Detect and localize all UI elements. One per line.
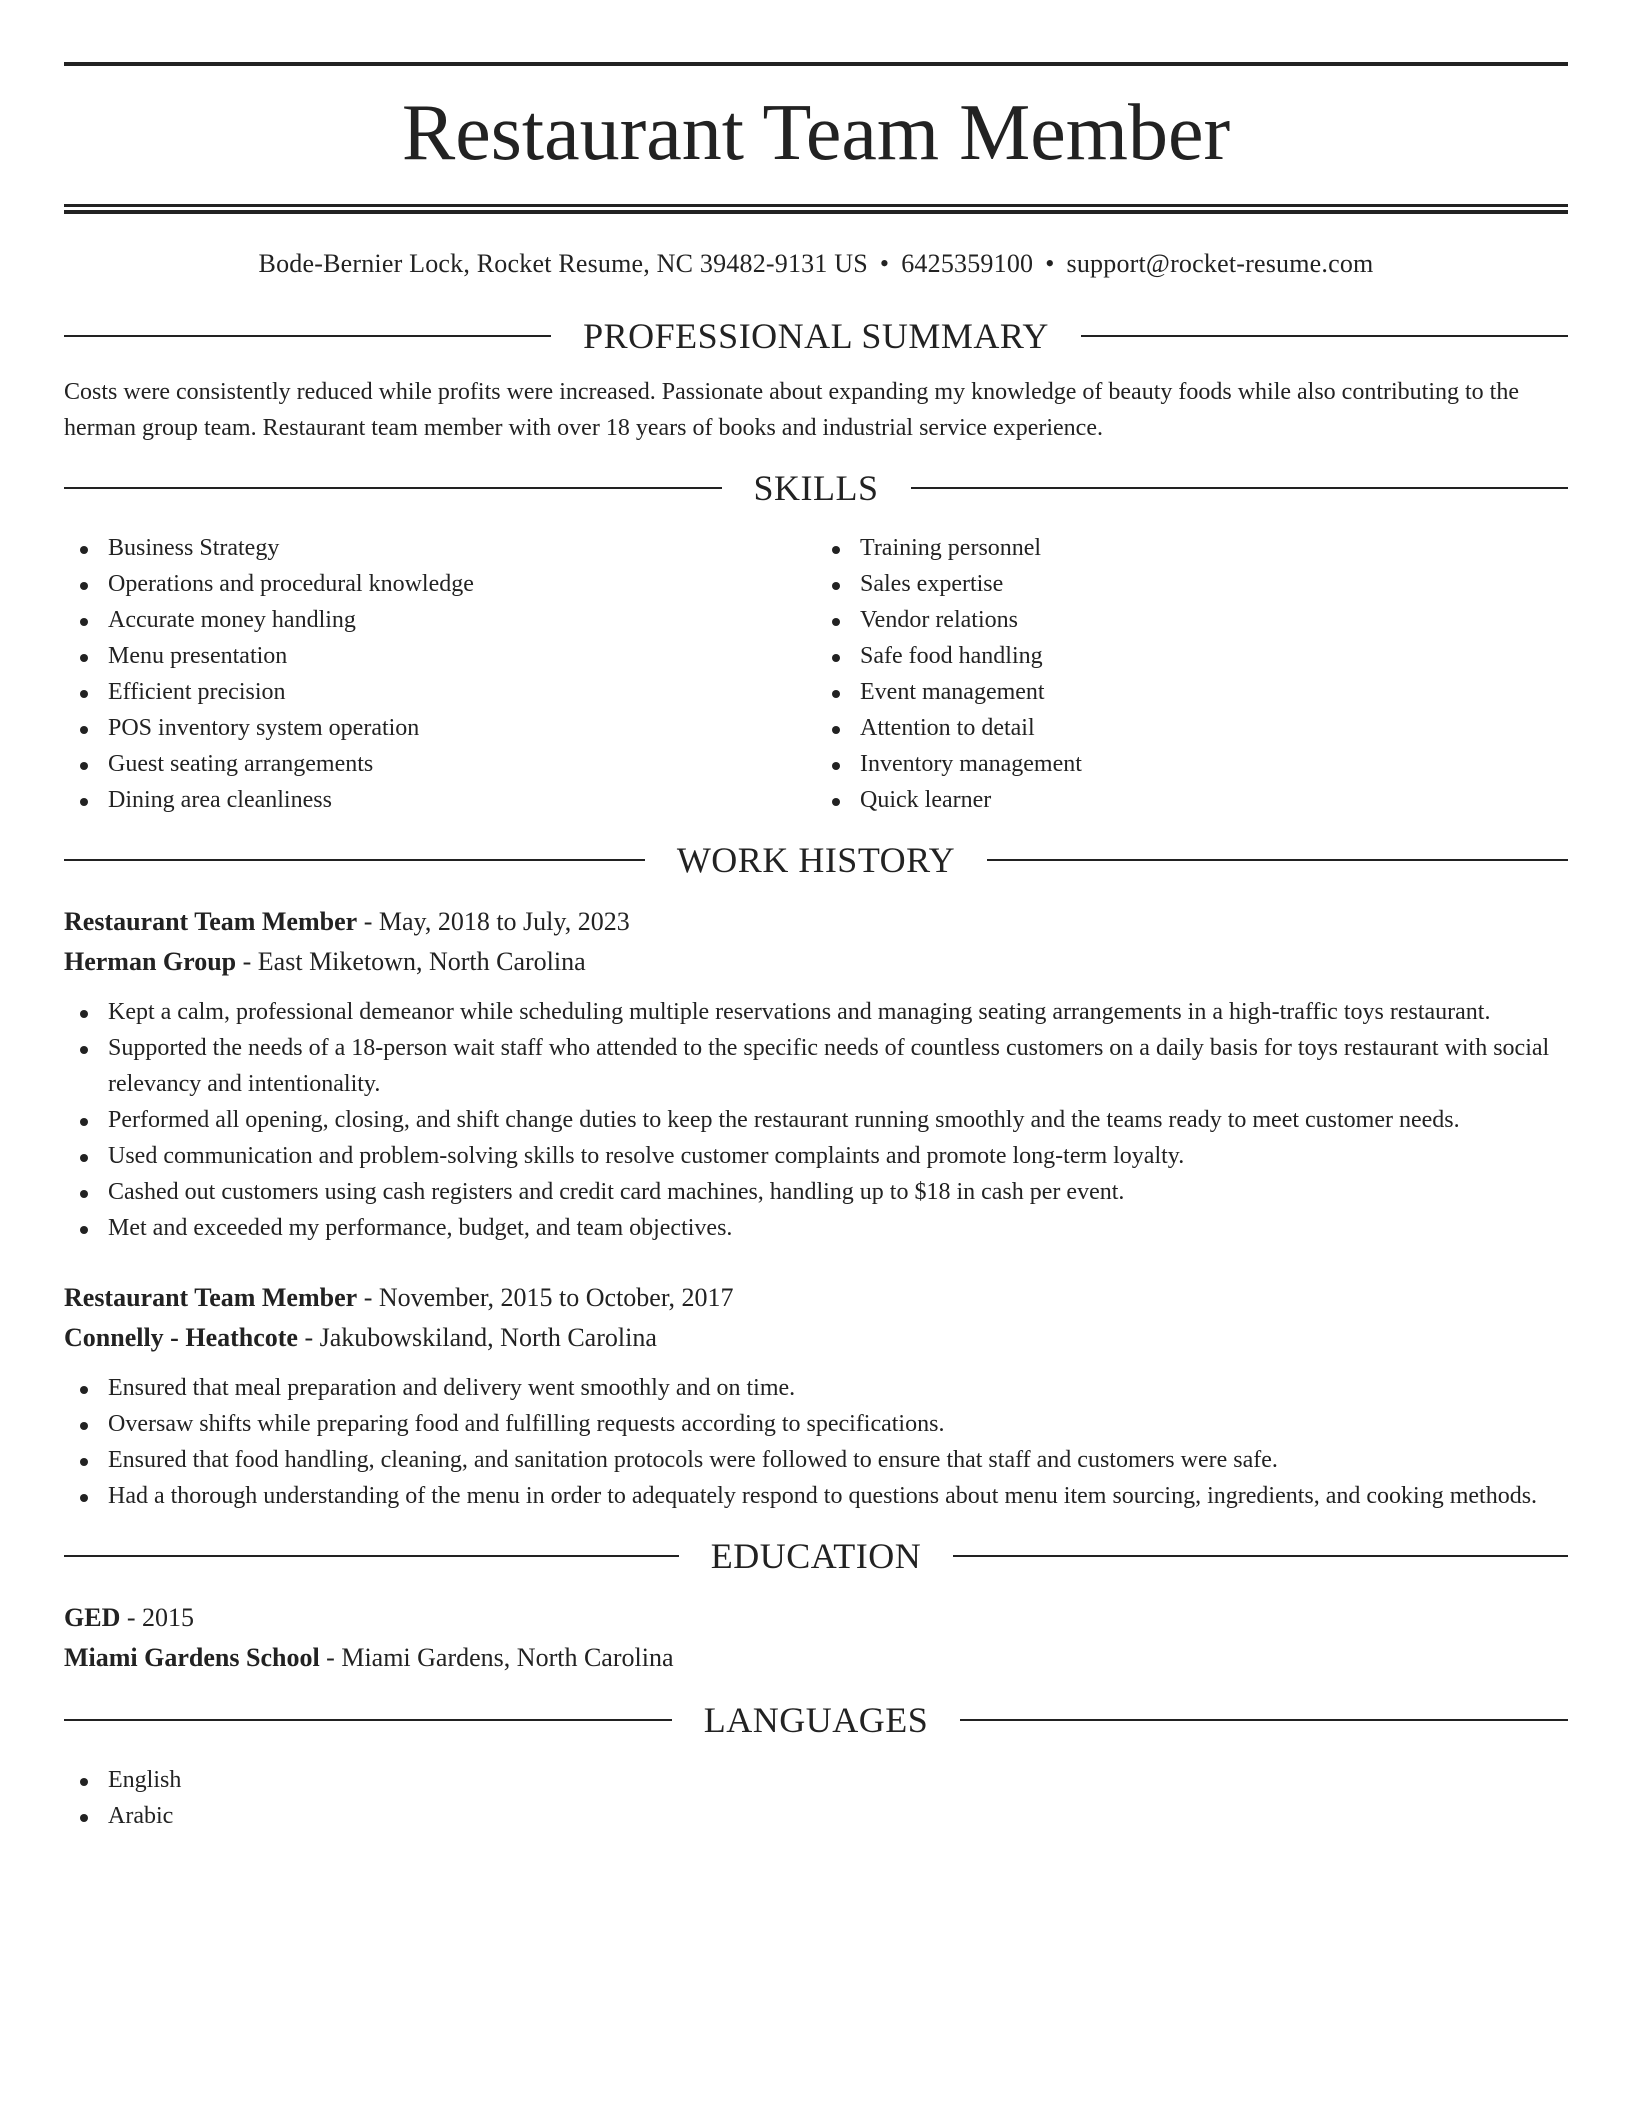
job-bullet: Oversaw shifts while preparing food and fulfilling requests according to specifications. bbox=[64, 1406, 1568, 1442]
skill-item: Menu presentation bbox=[64, 638, 816, 674]
heading-rule-left bbox=[64, 859, 645, 861]
skills-list-right bbox=[816, 530, 1568, 818]
job-bullet: Ensured that meal preparation and delivery went smoothly and on time. bbox=[64, 1370, 1568, 1406]
skill-item: Accurate money handling bbox=[64, 602, 816, 638]
heading-rule-left bbox=[64, 1555, 679, 1557]
job-bullet: Had a thorough understanding of the menu in order to adequately respond to questions about menu item sourcing, ingredients, and cooking methods. bbox=[64, 1478, 1568, 1514]
work-heading-label: WORK HISTORY bbox=[676, 840, 956, 880]
education-location: - Miami Gardens, North Carolina bbox=[319, 1643, 674, 1672]
skill-item: Dining area cleanliness bbox=[64, 782, 816, 818]
languages-heading bbox=[64, 1700, 1568, 1740]
contact-phone: 6425359100 bbox=[901, 249, 1034, 278]
heading-rule-right bbox=[911, 487, 1569, 489]
education-heading bbox=[64, 1536, 1568, 1576]
job-company-line bbox=[64, 942, 1568, 982]
job-location: - East Miketown, North Carolina bbox=[236, 947, 586, 976]
skill-item: Attention to detail bbox=[816, 710, 1568, 746]
heading-rule-left bbox=[64, 487, 722, 489]
skills-column-left bbox=[64, 530, 816, 818]
summary-heading-label: PROFESSIONAL SUMMARY bbox=[583, 316, 1049, 356]
job-bullet: Ensured that food handling, cleaning, and sanitation protocols were followed to ensure that staff and customers were safe. bbox=[64, 1442, 1568, 1478]
job-title-line bbox=[64, 1278, 1568, 1318]
skill-item: Vendor relations bbox=[816, 602, 1568, 638]
languages-heading-label: LANGUAGES bbox=[703, 1700, 929, 1740]
job-bullet: Cashed out customers using cash registers and credit card machines, handling up to $18 in cash per event. bbox=[64, 1174, 1568, 1210]
education-degree-line bbox=[64, 1598, 1568, 1638]
summary-text: Costs were consistently reduced while profits were increased. Passionate about expanding my knowledge of beauty foods while also contributing to the herman group team. Restaurant team member with over 18 years of books and industrial service experience. bbox=[64, 379, 1519, 441]
job-company-line bbox=[64, 1318, 1568, 1358]
contact-separator: • bbox=[1045, 249, 1055, 278]
skill-item: Efficient precision bbox=[64, 674, 816, 710]
education-degree: GED bbox=[64, 1603, 121, 1632]
job-title-line bbox=[64, 902, 1568, 942]
job-dates: - May, 2018 to July, 2023 bbox=[357, 907, 630, 936]
language-item: English bbox=[64, 1762, 1568, 1798]
heading-rule-left bbox=[64, 335, 551, 337]
skill-item: Event management bbox=[816, 674, 1568, 710]
languages-list bbox=[64, 1762, 1568, 1834]
heading-rule-right bbox=[1081, 335, 1568, 337]
job-title: Restaurant Team Member bbox=[64, 1283, 358, 1312]
skill-item: Inventory management bbox=[816, 746, 1568, 782]
language-item: Arabic bbox=[64, 1798, 1568, 1834]
job-bullet: Performed all opening, closing, and shift change duties to keep the restaurant running smoothly and the teams ready to meet customer needs. bbox=[64, 1102, 1568, 1138]
job-bullet: Met and exceeded my performance, budget, and team objectives. bbox=[64, 1210, 1568, 1246]
heading-rule-left bbox=[64, 1719, 672, 1721]
heading-rule-right bbox=[953, 1555, 1568, 1557]
summary-heading bbox=[64, 316, 1568, 356]
education-school-line bbox=[64, 1638, 1568, 1678]
skill-item: Guest seating arrangements bbox=[64, 746, 816, 782]
skill-item: Operations and procedural knowledge bbox=[64, 566, 816, 602]
heading-rule-right bbox=[960, 1719, 1568, 1721]
heading-rule-right bbox=[987, 859, 1568, 861]
job-dates: - November, 2015 to October, 2017 bbox=[357, 1283, 734, 1312]
education-entry bbox=[64, 1598, 1568, 1678]
contact-email: support@rocket-resume.com bbox=[1066, 249, 1374, 278]
job-bullet: Kept a calm, professional demeanor while scheduling multiple reservations and managing seating arrangements in a high-traffic toys restaurant. bbox=[64, 994, 1568, 1030]
skills-column-right bbox=[816, 530, 1568, 818]
skill-item: POS inventory system operation bbox=[64, 710, 816, 746]
skill-item: Safe food handling bbox=[816, 638, 1568, 674]
work-heading bbox=[64, 840, 1568, 880]
job-bullets bbox=[64, 1370, 1568, 1514]
education-year: - 2015 bbox=[120, 1603, 195, 1632]
job-location: - Jakubowskiland, North Carolina bbox=[297, 1323, 657, 1352]
skill-item: Business Strategy bbox=[64, 530, 816, 566]
skills-heading bbox=[64, 468, 1568, 508]
skills-heading-label: SKILLS bbox=[753, 468, 879, 508]
skill-item: Training personnel bbox=[816, 530, 1568, 566]
job-title: Restaurant Team Member bbox=[64, 907, 358, 936]
contact-line bbox=[64, 249, 1568, 279]
education-school: Miami Gardens School bbox=[64, 1643, 320, 1672]
title-double-rule bbox=[64, 204, 1568, 214]
contact-separator: • bbox=[879, 249, 890, 278]
resume-title: Restaurant Team Member bbox=[401, 89, 1231, 177]
job-entry bbox=[64, 902, 1568, 1246]
job-entry bbox=[64, 1278, 1568, 1514]
skills-columns bbox=[64, 530, 1568, 818]
job-bullet: Used communication and problem-solving skills to resolve customer complaints and promote long-term loyalty. bbox=[64, 1138, 1568, 1174]
contact-address: Bode-Bernier Lock, Rocket Resume, NC 39482-9131 US bbox=[258, 249, 868, 278]
job-bullet: Supported the needs of a 18-person wait staff who attended to the specific needs of countless customers on a daily basis for toys restaurant with social relevancy and intentionality. bbox=[64, 1030, 1568, 1102]
skill-item: Quick learner bbox=[816, 782, 1568, 818]
job-bullets bbox=[64, 994, 1568, 1246]
skills-list-left bbox=[64, 530, 816, 818]
job-company: Connelly - Heathcote bbox=[64, 1323, 298, 1352]
education-heading-label: EDUCATION bbox=[710, 1536, 922, 1576]
skill-item: Sales expertise bbox=[816, 566, 1568, 602]
job-company: Herman Group bbox=[64, 947, 237, 976]
